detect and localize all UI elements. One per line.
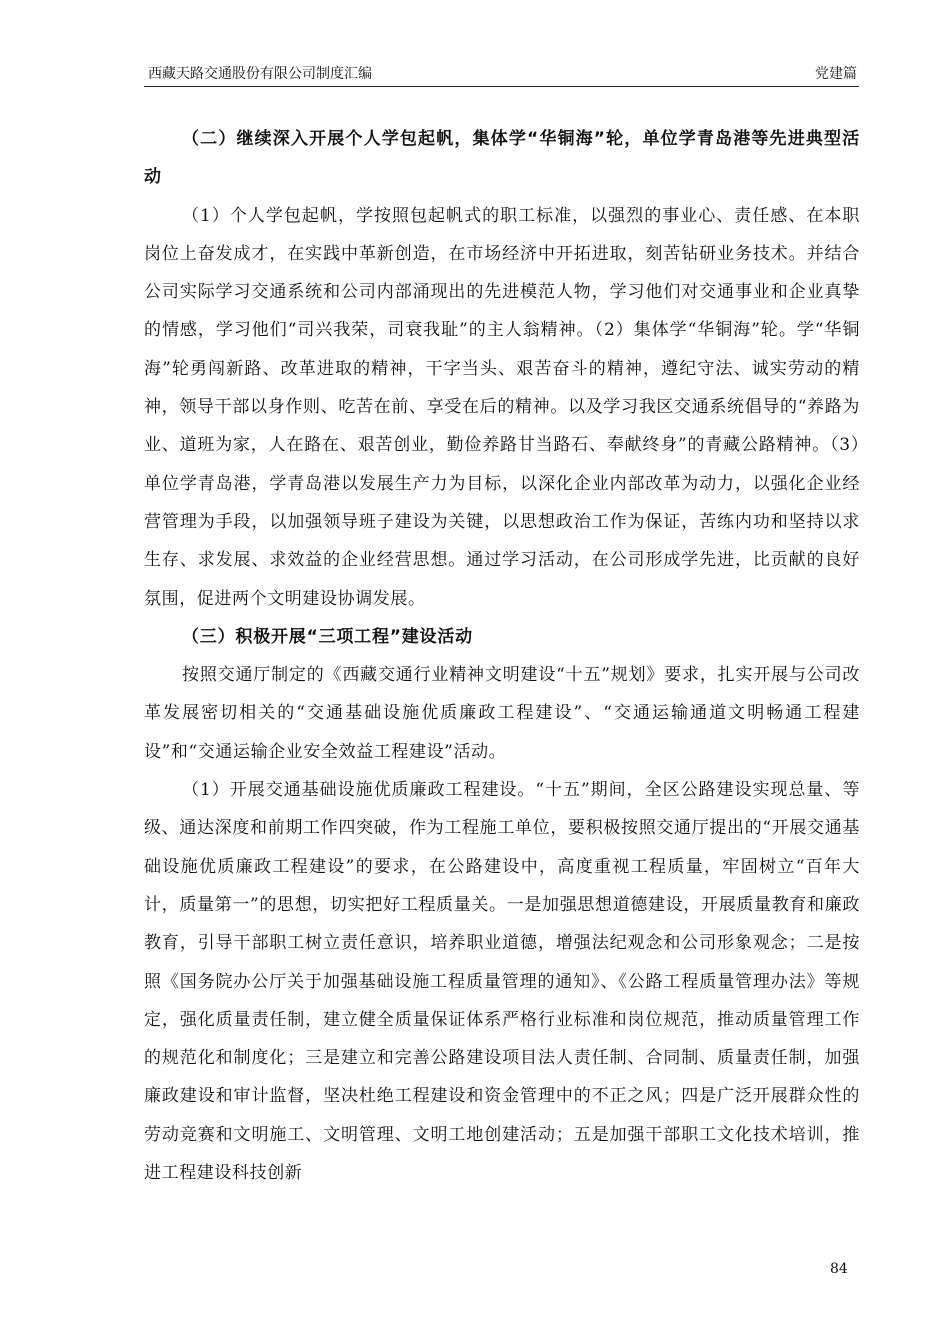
header-document-title: 西藏天路交通股份有限公司制度汇编 xyxy=(148,66,372,82)
section-heading-three: （三）积极开展“三项工程”建设活动 xyxy=(182,626,473,647)
page-header xyxy=(144,64,859,87)
page-number: 84 xyxy=(830,1261,848,1277)
section-heading-two: （二）继续深入开展个人学包起帆，集体学“华铜海”轮，单位学青岛港等先进典型活动 xyxy=(144,129,860,188)
document-body xyxy=(144,120,860,1192)
paragraph-quality-project: （1）开展交通基础设施优质廉政工程建设。“十五”期间，全区公路建设实现总量、等级、通达深度和前期工作四突破，作为工程施工单位，要积极按照交通厅提出的“开展交通基础设施优质廉政工程建设”的要求，在公路建设中，高度重视工程质量，牢固树立“百年大计，质量第一”的思想，切实把好工程质量关。一是加强思想道德建设，开展质量教育和廉政教育，引导干部职工树立责任意识，培养职业道德，增强法纪观念和公司形象观念；二是按照《国务院办公厅关于加强基础设施工程质量管理的通知》、《公路工程质量管理办法》等规定，强化质量责任制，建立健全质量保证体系严格行业标准和岗位规范，推动质量管理工作的规范化和制度化；三是建立和完善公路建设项目法人责任制、合同制、质量责任制，加强廉政建设和审计监督，坚决杜绝工程建设和资金管理中的不正之风；四是广泛开展群众性的劳动竞赛和文明施工、文明管理、文明工地创建活动；五是加强干部职工文化技术培训，推进工程建设科技创新 xyxy=(144,780,860,1184)
paragraph-learning-models: （1）个人学包起帆，学按照包起帆式的职工标准，以强烈的事业心、责任感、在本职岗位上奋发成才，在实践中革新创造，在市场经济中开拓进取，刻苦钻研业务技术。并结合公司实际学习交通系统和公司内部涌现出的先进模范人物，学习他们对交通事业和企业真挚的情感，学习他们“司兴我荣，司衰我耻”的主人翁精神。（2）集体学“华铜海”轮。学“华铜海”轮勇闯新路、改革进取的精神，干字当头、艰苦奋斗的精神，遵纪守法、诚实劳动的精神，领导干部以身作则、吃苦在前、享受在后的精神。以及学习我区交通系统倡导的“养路为业、道班为家，人在路在、艰苦创业，勤俭养路甘当路石、奉献终身”的青藏公路精神。（3）单位学青岛港，学青岛港以发展生产力为目标，以深化企业内部改革为动力，以强化企业经营管理为手段，以加强领导班子建设为关键，以思想政治工作为保证，苦练内功和坚持以求生存、求发展、求效益的企业经营思想。通过学习活动，在公司形成学先进，比贡献的良好氛围，促进两个文明建设协调发展。 xyxy=(144,205,860,609)
paragraph-three-projects-intro: 按照交通厅制定的《西藏交通行业精神文明建设“十五”规划》要求，扎实开展与公司改革发展密切相关的“交通基础设施优质廉政工程建设”、“交通运输通道文明畅通工程建设”和“交通运输企业安全效益工程建设”活动。 xyxy=(144,665,860,762)
header-section-name: 党建篇 xyxy=(815,66,857,82)
